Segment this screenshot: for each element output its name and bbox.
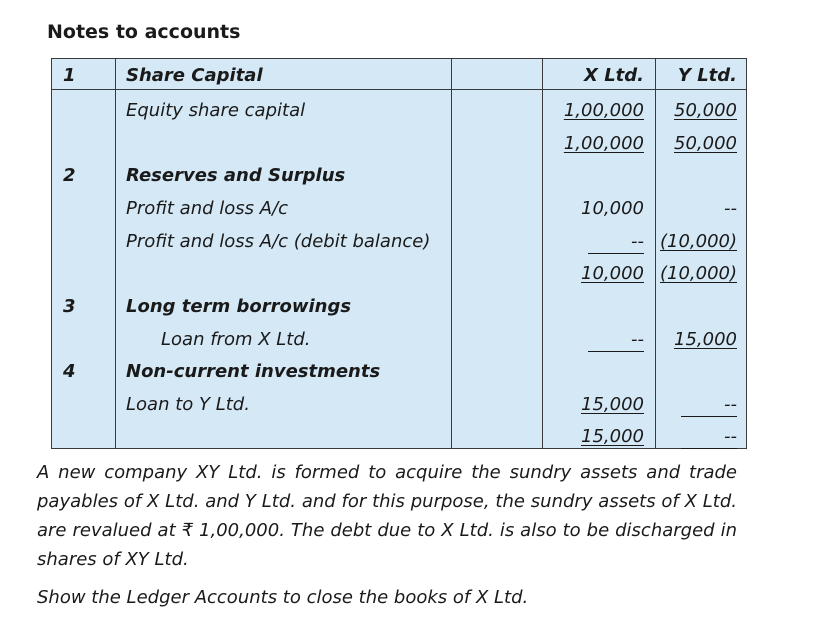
column-header-x-ltd: X Ltd. xyxy=(584,65,644,86)
value-x: -- xyxy=(588,329,644,352)
row-label: Equity share capital xyxy=(126,100,306,121)
column-header-y-ltd: Y Ltd. xyxy=(677,65,737,86)
value-x: 15,000 xyxy=(581,394,644,415)
problem-statement: A new company XY Ltd. is formed to acquire the sundry assets and trade payables of X Ltd. and Y Ltd. and for this purpose, the sundry assets of X Ltd. are revalued at ₹ 1,00,000. The debt due to X Ltd. is also to be discharged in shares of XY Ltd. xyxy=(37,462,737,570)
note-title-reserves: Reserves and Surplus xyxy=(126,165,346,186)
value-x: 1,00,000 xyxy=(563,100,644,121)
column-divider xyxy=(655,59,656,448)
total-x: 10,000 xyxy=(581,263,644,284)
total-y: 50,000 xyxy=(674,133,737,154)
value-y: -- xyxy=(681,394,737,417)
value-y: 15,000 xyxy=(674,329,737,350)
value-y: (10,000) xyxy=(659,231,737,252)
instruction-text: Show the Ledger Accounts to close the books of X Ltd. xyxy=(37,587,529,608)
note-number: 1 xyxy=(63,65,76,86)
column-divider xyxy=(542,59,543,448)
total-y: (10,000) xyxy=(659,263,737,284)
column-divider xyxy=(451,59,452,448)
value-y: 50,000 xyxy=(674,100,737,121)
value-x: -- xyxy=(588,231,644,254)
total-y: -- xyxy=(681,426,737,449)
value-y: -- xyxy=(724,198,737,219)
note-title-share-capital: Share Capital xyxy=(126,65,263,86)
row-label: Profit and loss A/c xyxy=(126,198,289,219)
note-title-borrowings: Long term borrowings xyxy=(126,296,352,317)
note-number: 4 xyxy=(63,361,76,382)
page-heading: Notes to accounts xyxy=(47,21,241,43)
total-x: 1,00,000 xyxy=(563,133,644,154)
note-title-investments: Non-current investments xyxy=(126,361,381,382)
notes-table xyxy=(51,58,747,449)
total-x: 15,000 xyxy=(581,426,644,447)
row-label: Loan to Y Ltd. xyxy=(126,394,250,415)
row-label: Profit and loss A/c (debit balance) xyxy=(126,231,431,252)
value-x: 10,000 xyxy=(581,198,644,219)
column-divider xyxy=(115,59,116,448)
note-number: 3 xyxy=(63,296,76,317)
note-number: 2 xyxy=(63,165,76,186)
row-label: Loan from X Ltd. xyxy=(161,329,311,350)
